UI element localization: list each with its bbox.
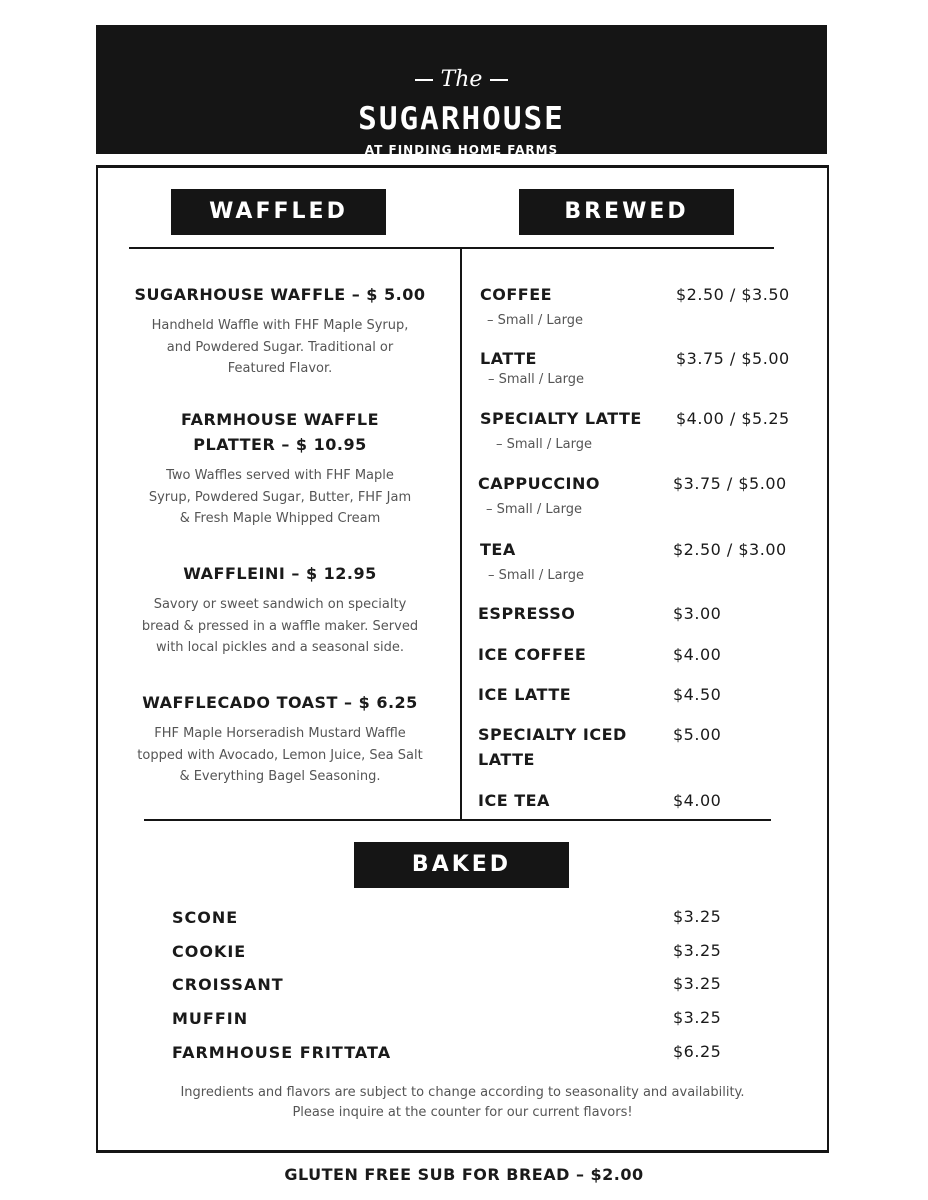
- name-line: LATTE: [478, 750, 535, 769]
- baked-item-name: CROISSANT: [172, 975, 284, 994]
- header-subtitle: AT FINDING HOME FARMS: [364, 143, 559, 157]
- brewed-item-name: CAPPUCCINO: [478, 474, 600, 493]
- brewed-item-size: – Small / Large: [488, 568, 584, 583]
- baked-item-price: $3.25: [673, 941, 722, 960]
- desc-line: & Fresh Maple Whipped Cream: [179, 511, 381, 526]
- brewed-item-size: – Small / Large: [487, 313, 583, 328]
- header-the-text: The: [440, 67, 483, 92]
- brewed-item-name: LATTE: [480, 349, 537, 368]
- desc-line: Featured Flavor.: [227, 361, 333, 376]
- brewed-item-size: – Small / Large: [488, 372, 584, 387]
- footer-note: [100, 1083, 825, 1123]
- desc-line: Syrup, Powdered Sugar, Butter, FHF Jam: [148, 489, 412, 505]
- desc-line: FHF Maple Horseradish Mustard Waffle: [154, 726, 406, 741]
- frame-left-border: [96, 165, 98, 1153]
- brewed-item-price: $3.00: [673, 604, 722, 623]
- name-line: FARMHOUSE WAFFLE: [180, 410, 380, 429]
- name-line: SPECIALTY ICED: [478, 725, 627, 744]
- desc-line: Handheld Waffle with FHF Maple Syrup,: [151, 318, 409, 333]
- section-waffled-heading: WAFFLED: [171, 189, 386, 235]
- note-line: Ingredients and flavors are subject to change according to seasonality and availability.: [180, 1085, 745, 1100]
- brewed-item-size: – Small / Large: [496, 437, 592, 452]
- header-banner: [96, 25, 827, 157]
- dash-left: [415, 79, 433, 81]
- brewed-item-price: $4.00 / $5.25: [676, 409, 790, 428]
- desc-line: bread & pressed in a waffle maker. Served: [141, 618, 419, 634]
- baked-item-name: MUFFIN: [172, 1009, 249, 1028]
- waffle-item-desc: [118, 723, 442, 788]
- baked-item-price: $3.25: [673, 907, 722, 926]
- brewed-item-size: – Small / Large: [486, 502, 582, 517]
- brewed-item-name: SPECIALTY LATTE: [480, 409, 642, 428]
- baked-item-price: $6.25: [673, 1042, 722, 1061]
- desc-line: with local pickles and a seasonal side.: [155, 640, 405, 655]
- brewed-item-price: $3.75 / $5.00: [676, 349, 790, 368]
- desc-line: topped with Avocado, Lemon Juice, Sea Salt: [137, 747, 423, 763]
- desc-line: & Everything Bagel Seasoning.: [179, 769, 381, 784]
- brewed-item-name: TEA: [480, 540, 516, 559]
- brewed-item-name: ESPRESSO: [478, 604, 576, 623]
- brewed-item-name: ICE LATTE: [478, 685, 572, 704]
- brewed-item-price: $3.75 / $5.00: [673, 474, 787, 493]
- brewed-item-price: $5.00: [673, 725, 722, 744]
- divider-column: [460, 249, 462, 821]
- brewed-item-price: $4.00: [673, 791, 722, 810]
- waffle-item-name: [118, 407, 442, 457]
- divider-top: [129, 247, 774, 249]
- brewed-item-price: $4.50: [673, 685, 722, 704]
- frame-right-border: [827, 167, 829, 1153]
- baked-item-price: $3.25: [673, 974, 722, 993]
- header-the: [96, 69, 827, 91]
- note-line: Please inquire at the counter for our current flavors!: [292, 1105, 633, 1120]
- section-baked-heading: BAKED: [354, 842, 569, 888]
- brewed-item-price: $2.50 / $3.50: [676, 285, 790, 304]
- brewed-item-name: ICE COFFEE: [478, 645, 587, 664]
- desc-line: and Powdered Sugar. Traditional or: [166, 339, 394, 355]
- baked-item-name: SCONE: [172, 908, 239, 927]
- baked-item-name: COOKIE: [172, 942, 247, 961]
- section-brewed-heading: BREWED: [519, 189, 734, 235]
- brewed-item-price: $4.00: [673, 645, 722, 664]
- header-title: SUGARHOUSE: [358, 101, 565, 137]
- brewed-item-price: $2.50 / $3.00: [673, 540, 787, 559]
- baked-item-name: FARMHOUSE FRITTATA: [172, 1043, 392, 1062]
- waffle-item-desc: [118, 315, 442, 380]
- waffle-item-desc: [118, 594, 442, 659]
- waffle-item-name: SUGARHOUSE WAFFLE – $ 5.00: [134, 285, 426, 304]
- gluten-free-note: GLUTEN FREE SUB FOR BREAD – $2.00: [284, 1165, 644, 1184]
- brewed-item-name: ICE TEA: [478, 791, 550, 810]
- divider-bottom: [144, 819, 771, 821]
- desc-line: Two Waffles served with FHF Maple: [166, 468, 394, 483]
- baked-item-price: $3.25: [673, 1008, 722, 1027]
- brewed-item-name: [478, 722, 627, 772]
- waffle-item-name: WAFFLECADO TOAST – $ 6.25: [142, 693, 418, 712]
- frame-bottom-border: [96, 1150, 829, 1153]
- desc-line: Savory or sweet sandwich on specialty: [153, 597, 407, 612]
- brewed-item-name: COFFEE: [480, 285, 553, 304]
- dash-right: [490, 79, 508, 81]
- waffle-item-name: WAFFLEINI – $ 12.95: [183, 564, 377, 583]
- frame-top-border: [96, 165, 829, 168]
- name-line: PLATTER – $ 10.95: [193, 435, 367, 454]
- waffle-item-desc: [118, 465, 442, 530]
